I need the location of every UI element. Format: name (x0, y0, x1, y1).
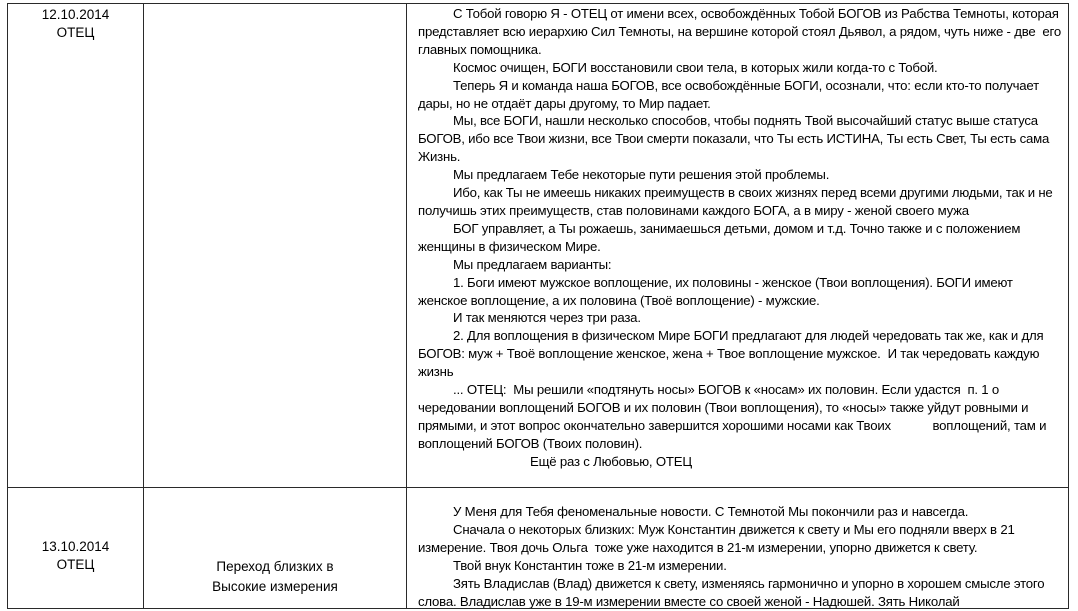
paragraph: Твой внук Константин тоже в 21-м измерении. (453, 557, 727, 573)
paragraph: Мы, все БОГИ, нашли несколько способов, чтобы поднять Твой высочайший статус выше статуса БОГОВ, ибо все Твои жизни, все Твои смерти показали, что Ты есть ИСТИНА, Ты есть Свет, Ты есть сама Жизнь. (418, 113, 1053, 165)
entry-topic: Переход близких в Высокие измерения (212, 559, 338, 594)
paragraph: 2. Для воплощения в физическом Мире БОГИ предлагают для людей чередовать так же, как и для БОГОВ: муж + Твоё воплощение женское, жена + Твое воплощение мужское. И так чередовать каждую жизнь (418, 328, 1047, 380)
entry-date: 13.10.2014 (41, 539, 110, 554)
message-closing: Ещё раз с Любовью, ОТЕЦ (530, 453, 692, 469)
paragraph: 1. Боги имеют мужское воплощение, их половины - женское (Твои воплощения). БОГИ имеют женское воплощение, а их половина (Твоё воплощение) - мужские. (418, 274, 1017, 308)
entry-date: 12.10.2014 (41, 7, 110, 22)
paragraph: Зять Владислав (Влад) движется к свету, изменяясь гармонично и упорно в хорошем смысле этого слова. Владислав уже в 19-м измерении вместе со своей женой - Надюшей. Зять Николай (418, 575, 1048, 608)
message-paragraphs (418, 5, 1065, 453)
paragraph: ... ОТЕЦ: Мы решили «подтянуть носы» БОГОВ к «носам» их половин. Если удастся п. 1 о чередовании воплощений БОГОВ и их половин (Твои воплощения), то «носы» также уйдут ровными и прямыми, и этот вопрос окончательно завершится хорошими носами как Твоих воплощений, там и воплощений БОГОВ (Твоих половин). (418, 382, 1050, 451)
paragraph: Сначала о некоторых близких: Муж Константин движется к свету и Мы его подняли вверх в 21 измерение. Твоя дочь Ольга тоже уже находится в 21-м измерении, упорно движется к свету. (418, 521, 1019, 555)
paragraph: БОГ управляет, а Ты рожаешь, занимаешься детьми, домом и т.д. Точно также и с положением женщины в физическом Мире. (418, 220, 1024, 254)
date-cell-row1 (8, 4, 144, 488)
message-cell-row2 (407, 488, 1068, 608)
paragraph: Теперь Я и команда наша БОГОВ, все освобождённые БОГИ, осознали, что: если кто-то получает дары, но не отдаёт дары другому, то Мир падает. (418, 77, 1043, 111)
message-paragraphs (418, 503, 1062, 608)
paragraph: Мы предлагаем Тебе некоторые пути решения этой проблемы. (453, 167, 830, 183)
paragraph: Космос очищен, БОГИ восстановили свои тела, в которых жили когда-то с Тобой. (453, 59, 938, 75)
entry-author: ОТЕЦ (56, 557, 95, 572)
entry-table (7, 3, 1069, 609)
message-cell-row1 (407, 4, 1068, 488)
paragraph: У Меня для Тебя феноменальные новости. С Темнотой Мы покончили раз и навсегда. (453, 504, 969, 519)
entry-author: ОТЕЦ (56, 25, 95, 40)
paragraph: С Тобой говорю Я - ОТЕЦ от имени всех, освобождённых Тобой БОГОВ из Рабства Темноты, которая представляет всю иерархию Сил Темноты, на вершине которой стоял Дьявол, а рядом, чуть ниже - две его главных помощника. (418, 6, 1065, 57)
paragraph: Ибо, как Ты не имеешь никаких преимуществ в своих жизнях перед всеми другими людьми, так и не получишь этих преимуществ, став половинами каждого БОГА, а в миру - женой своего мужа (418, 185, 1057, 218)
paragraph: Мы предлагаем варианты: (453, 256, 612, 272)
topic-cell-row1 (144, 4, 407, 488)
date-cell-row2 (8, 488, 144, 608)
topic-cell-row2 (144, 488, 407, 608)
paragraph: И так меняются через три раза. (453, 310, 641, 326)
